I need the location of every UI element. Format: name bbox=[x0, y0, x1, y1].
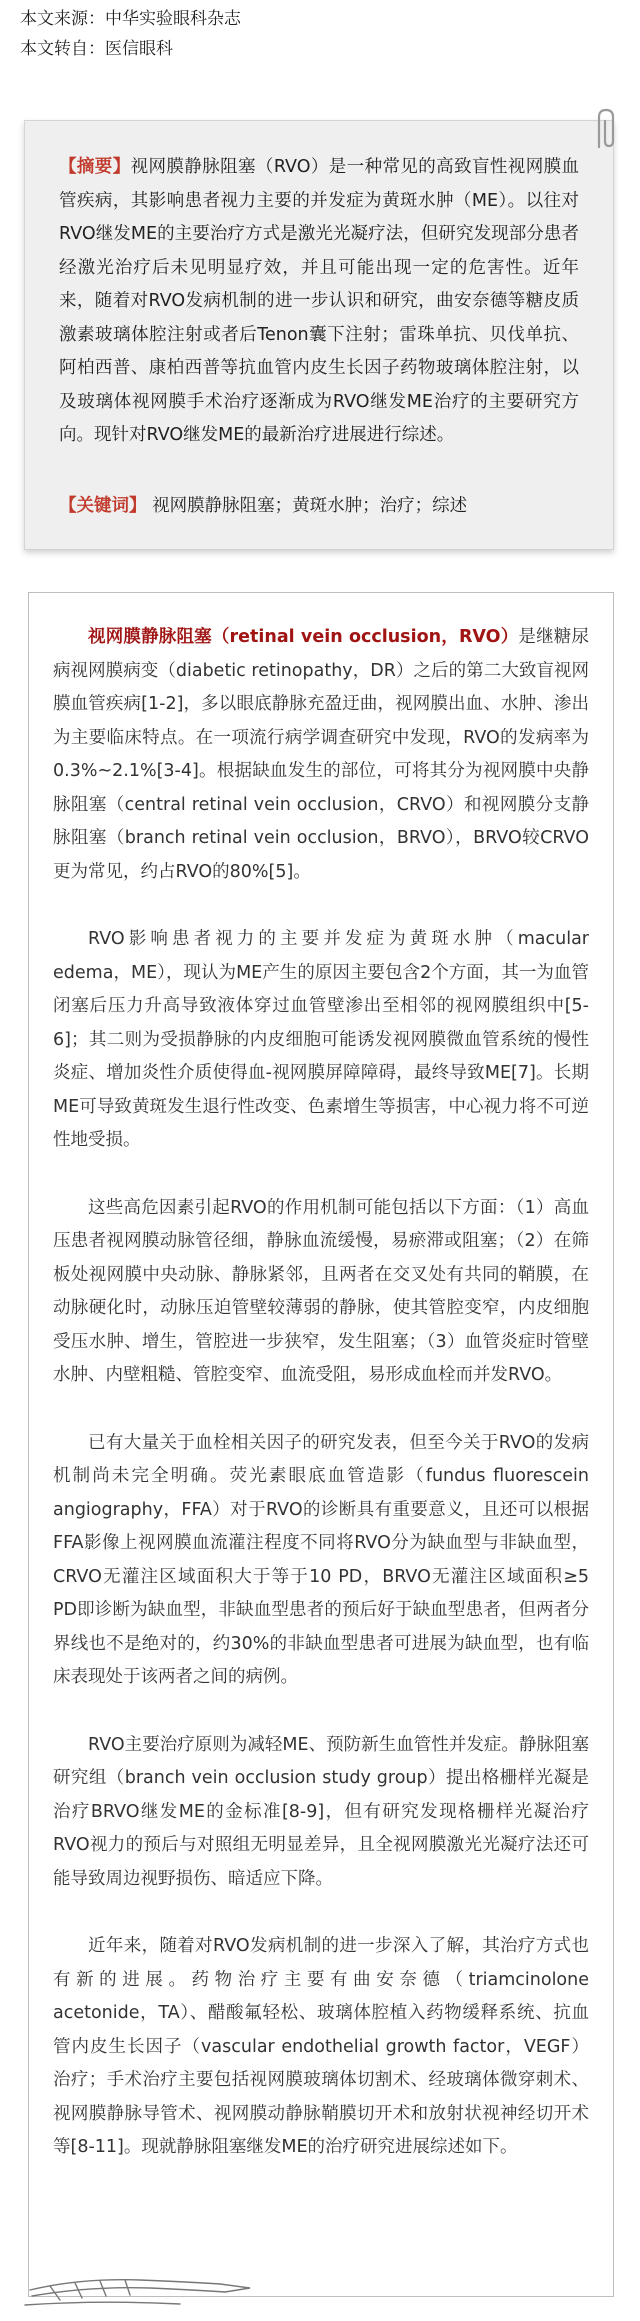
abstract-paragraph bbox=[59, 151, 579, 453]
paragraph-6: 近年来，随着对RVO发病机制的进一步深入了解，其治疗方式也有新的进展。药物治疗主要有曲安奈德（triamcinolone acetonide，TA）、醋酸氟轻松、玻璃体腔植入药物缓释系统、抗血管内皮生长因子（vascular endothelial growth factor，VEGF）治疗；手术治疗主要包括视网膜玻璃体切割术、经玻璃体微穿刺术、视网膜静脉导管术、视网膜动静脉鞘膜切开术和放射状视神经切开术等[8-11]。现就静脉阻塞继发ME的治疗研究进展综述如下。 bbox=[53, 1936, 589, 2157]
keywords-label: 【关键词】 bbox=[59, 495, 147, 516]
pencil-sketch-icon bbox=[20, 2250, 260, 2320]
lead-term: 视网膜静脉阻塞（retinal vein occlusion，RVO） bbox=[88, 627, 519, 647]
keywords-text: 视网膜静脉阻塞；黄斑水肿；治疗；综述 bbox=[152, 495, 468, 516]
paragraph-3: 这些高危因素引起RVO的作用机制可能包括以下方面：（1）高血压患者视网膜动脉管径细，静脉血流缓慢，易瘀滞或阻塞；（2）在筛板处视网膜中央动脉、静脉紧邻，且两者在交叉处有共同的鞘膜，在动脉硬化时，动脉压迫管壁较薄弱的静脉，使其管腔变窄，内皮细胞受压水肿、增生，管腔进一步狭窄，发生阻塞；（3）血管炎症时管壁水肿、内壁粗糙、管腔变窄、血流受阻，易形成血栓而并发RVO。 bbox=[53, 1197, 589, 1385]
paragraph-1-text: 是继糖尿病视网膜病变（diabetic retinopathy，DR）之后的第二大致盲视网膜血管疾病[1-2]，多以眼底静脉充盈迂曲，视网膜出血、水肿、渗出为主要临床特点。在一项流行病学调查研究中发现，RVO的发病率为0.3%~2.1%[3-4]。根据缺血发生的部位，可将其分为视网膜中央静脉阻塞（central retinal vein occlusion，CRVO）和视网膜分支静脉阻塞（branch retinal vein occlusion，BRVO），BRVO较CRVO更为常见，约占RVO的80%[5]。 bbox=[53, 627, 589, 882]
paragraph-intro bbox=[53, 621, 589, 889]
paragraph-5: RVO主要治疗原则为减轻ME、预防新生血管性并发症。静脉阻塞研究组（branch vein occlusion study group）提出格栅样光凝是治疗BRVO继发ME的金标准[8-9]，但有研究发现格栅样光凝治疗RVO视力的预后与对照组无明显差异，且全视网膜激光光凝疗法还可能导致周边视野损伤、暗适应下降。 bbox=[53, 1734, 589, 1889]
article-body bbox=[28, 592, 614, 2297]
abstract-card bbox=[24, 120, 614, 550]
source-journal: 本文来源：中华实验眼科杂志 bbox=[20, 9, 241, 29]
paperclip-icon bbox=[591, 107, 621, 151]
abstract-text: 视网膜静脉阻塞（RVO）是一种常见的高致盲性视网膜血管疾病，其影响患者视力主要的并发症为黄斑水肿（ME）。以往对RVO继发ME的主要治疗方式是激光光凝疗法，但研究发现部分患者经激光治疗后未见明显疗效，并且可能出现一定的危害性。近年来，随着对RVO发病机制的进一步认识和研究，曲安奈德等糖皮质激素玻璃体腔注射或者后Tenon囊下注射；雷珠单抗、贝伐单抗、阿柏西普、康柏西普等抗血管内皮生长因子药物玻璃体腔注射，以及玻璃体视网膜手术治疗逐渐成为RVO继发ME治疗的主要研究方向。现针对RVO继发ME的最新治疗进展进行综述。 bbox=[59, 157, 579, 445]
keywords-line bbox=[59, 491, 579, 521]
paragraph-2: RVO影响患者视力的主要并发症为黄斑水肿（macular edema，ME），现认为ME产生的原因主要包含2个方面，其一为血管闭塞后压力升高导致液体穿过血管壁渗出至相邻的视网膜组织中[5-6]；其二则为受损静脉的内皮细胞可能诱发视网膜微血管系统的慢性炎症、增加炎性介质使得血-视网膜屏障障碍，最终导致ME[7]。长期ME可导致黄斑发生退行性改变、色素增生等损害，中心视力将不可逆性地受损。 bbox=[53, 929, 589, 1150]
source-reprint: 本文转自：医信眼科 bbox=[20, 39, 173, 59]
paragraph-4: 已有大量关于血栓相关因子的研究发表，但至今关于RVO的发病机制尚未完全明确。荧光素眼底血管造影（fundus fluorescein angiography，FFA）对于RVO的诊断具有重要意义，且还可以根据FFA影像上视网膜血流灌注程度不同将RVO分为缺血型与非缺血型，CRVO无灌注区域面积大于等于10 PD，BRVO无灌注区域面积≥5 PD即诊断为缺血型，非缺血型患者的预后好于缺血型患者，但两者分界线也不是绝对的，约30%的非缺血型患者可进展为缺血型，也有临床表现处于该两者之间的病例。 bbox=[53, 1432, 589, 1687]
abstract-label: 【摘要】 bbox=[59, 157, 131, 177]
source-info bbox=[20, 4, 241, 64]
